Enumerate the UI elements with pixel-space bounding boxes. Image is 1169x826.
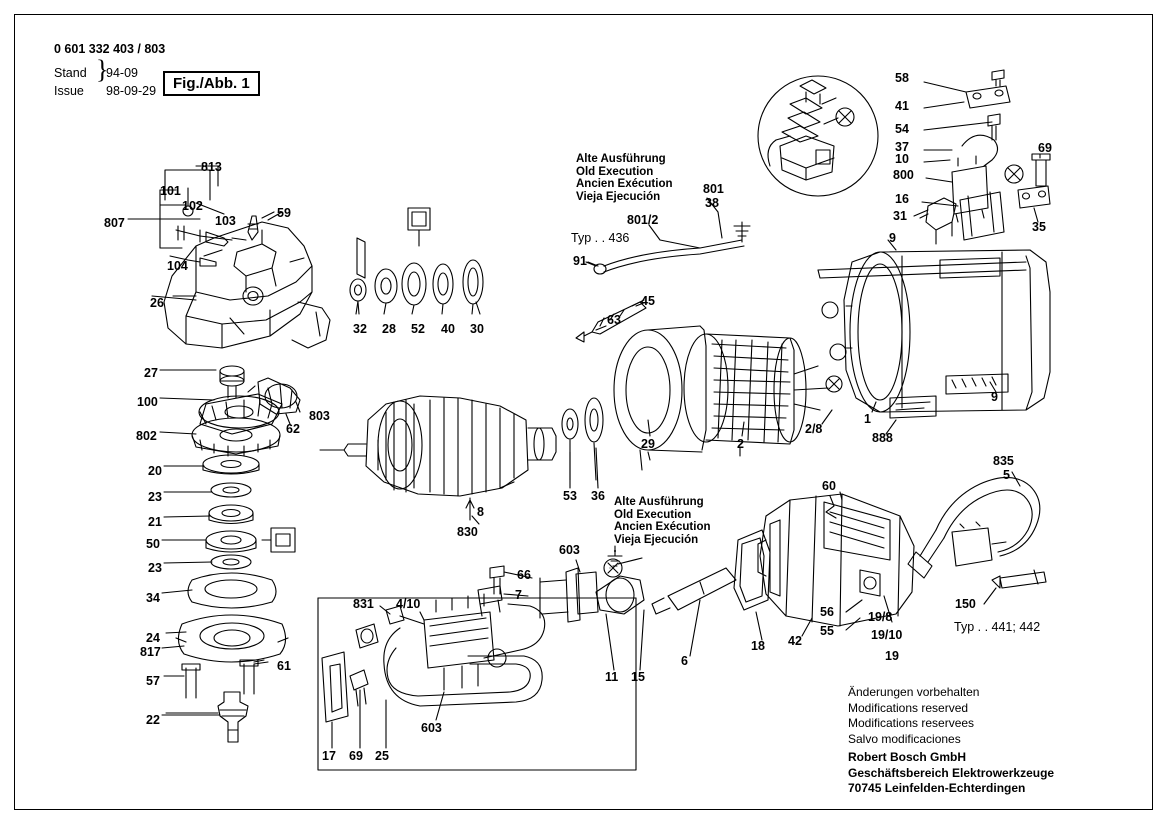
old-execution-note-2 [614, 496, 711, 546]
callout-103: 103 [215, 214, 236, 228]
callout-17: 17 [322, 749, 336, 763]
old-exec-2-line2: Old Execution [614, 508, 692, 521]
callout-603b: 603 [421, 721, 442, 735]
callout-69b: 69 [349, 749, 363, 763]
callout-28: 28 [382, 322, 396, 336]
old-exec-1-line2: Old Execution [576, 165, 654, 178]
part-number: 0 601 332 403 / 803 [54, 42, 166, 56]
callout-41: 41 [895, 99, 909, 113]
page-border [14, 14, 1153, 810]
company-address: 70745 Leinfelden-Echterdingen [848, 781, 1026, 795]
footer-line-es: Salvo modificaciones [848, 731, 961, 746]
old-execution-note-1 [576, 153, 673, 203]
typ-441-note: Typ . . 441; 442 [954, 620, 1041, 634]
callout-53: 53 [563, 489, 577, 503]
callout-104: 104 [167, 259, 188, 273]
stand-value: 94-09 [106, 66, 138, 80]
callout-16: 16 [895, 192, 909, 206]
callout-6: 6 [681, 654, 688, 668]
footer-disclaimer [848, 685, 979, 747]
callout-37: 37 [895, 140, 909, 154]
callout-26: 26 [150, 296, 164, 310]
callout-7: 7 [515, 588, 522, 602]
callout-34: 34 [146, 591, 160, 605]
footer-line-en: Modifications reserved [848, 700, 969, 715]
callout-52: 52 [411, 322, 425, 336]
callout-8: 8 [477, 505, 484, 519]
old-exec-1-line1: Alte Ausführung [576, 153, 666, 165]
footer-company-block [848, 750, 1054, 797]
callout-9a: 9 [889, 231, 896, 245]
callout-19-8: 19/8 [868, 610, 893, 624]
old-exec-1-line4: Vieja Ejecución [576, 190, 661, 203]
callout-10: 10 [895, 152, 909, 166]
callout-801-2: 801/2 [627, 213, 659, 227]
callout-1: 1 [864, 412, 871, 426]
callout-817: 817 [140, 645, 161, 659]
issue-value: 98-09-29 [106, 84, 157, 98]
callout-813: 813 [201, 160, 222, 174]
callout-40: 40 [441, 322, 455, 336]
callout-57: 57 [146, 674, 160, 688]
old-exec-2-line4: Vieja Ejecución [614, 533, 699, 546]
callout-2-8: 2/8 [805, 422, 823, 436]
callout-23a: 23 [148, 490, 162, 504]
figure-label: Fig./Abb. 1 [163, 71, 260, 96]
callout-23b: 23 [148, 561, 162, 575]
callout-5: 5 [1003, 468, 1010, 482]
footer-line-de: Änderungen vorbehalten [848, 685, 980, 699]
callout-603a: 603 [559, 543, 580, 557]
callout-27: 27 [144, 366, 158, 380]
issue-label: Issue [54, 84, 84, 98]
callout-20: 20 [148, 464, 162, 478]
callout-888: 888 [872, 431, 893, 445]
callout-32: 32 [353, 322, 367, 336]
callout-42: 42 [788, 634, 802, 648]
old-exec-2-line3: Ancien Exécution [614, 521, 711, 533]
callout-60: 60 [822, 479, 836, 493]
callout-25: 25 [375, 749, 389, 763]
callout-50: 50 [146, 537, 160, 551]
callout-800: 800 [893, 168, 914, 182]
callout-66: 66 [517, 568, 531, 582]
callout-831: 831 [353, 597, 374, 611]
callout-21: 21 [148, 515, 162, 529]
old-exec-2-line1: Alte Ausführung [614, 496, 704, 508]
callout-45: 45 [641, 294, 655, 308]
callout-803: 803 [309, 409, 330, 423]
callout-29: 29 [641, 437, 655, 451]
callout-11: 11 [605, 670, 619, 684]
callout-54: 54 [895, 122, 909, 136]
callout-150: 150 [955, 597, 976, 611]
callout-15: 15 [631, 670, 645, 684]
callout-61: 61 [277, 659, 291, 673]
callout-36: 36 [591, 489, 605, 503]
callout-101: 101 [160, 184, 181, 198]
callout-2: 2 [737, 437, 744, 451]
callout-19: 19 [885, 649, 899, 663]
callout-59: 59 [277, 206, 291, 220]
typ-436-note: Typ . . 436 [571, 231, 630, 245]
callout-102: 102 [182, 199, 203, 213]
header-brace: } [96, 55, 109, 84]
callout-62: 62 [286, 422, 300, 436]
callout-807: 807 [104, 216, 125, 230]
callout-835: 835 [993, 454, 1014, 468]
callout-56: 56 [820, 605, 834, 619]
callout-91: 91 [573, 254, 587, 268]
callout-22: 22 [146, 713, 160, 727]
callout-4-10: 4/10 [396, 597, 421, 611]
callout-69a: 69 [1038, 141, 1052, 155]
callout-9b: 9 [991, 390, 998, 404]
callout-801: 801 [703, 182, 724, 196]
callout-55: 55 [820, 624, 834, 638]
old-exec-1-line3: Ancien Exécution [576, 178, 673, 190]
callout-30: 30 [470, 322, 484, 336]
callout-100: 100 [137, 395, 158, 409]
company-name: Robert Bosch GmbH [848, 750, 967, 764]
callout-802: 802 [136, 429, 157, 443]
footer-line-fr: Modifications reservees [848, 716, 975, 730]
callout-24: 24 [146, 631, 160, 645]
callout-18: 18 [751, 639, 765, 653]
callout-38: 38 [705, 196, 719, 210]
callout-830: 830 [457, 525, 478, 539]
callout-63: 63 [607, 313, 621, 327]
callout-31: 31 [893, 209, 907, 223]
company-dept: Geschäftsbereich Elektrowerkzeuge [848, 765, 1055, 780]
callout-58: 58 [895, 71, 909, 85]
callout-35: 35 [1032, 220, 1046, 234]
callout-19-10: 19/10 [871, 628, 903, 642]
stand-label: Stand [54, 66, 87, 80]
